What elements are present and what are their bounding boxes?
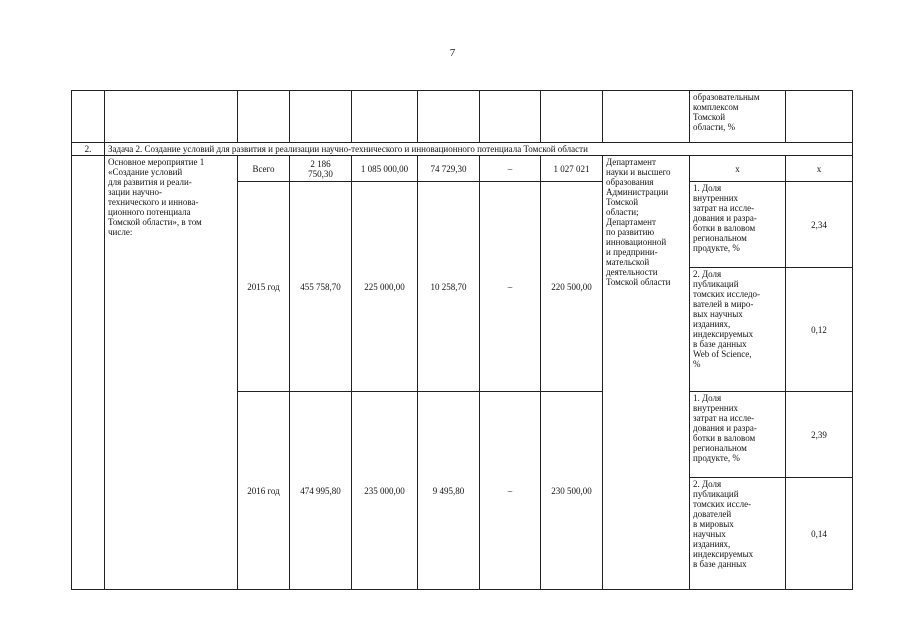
year-2016-value-1: 2,39 bbox=[786, 392, 853, 478]
total-indicator: х bbox=[690, 156, 786, 182]
cell-indicator: образовательным комплексом Томской области, % bbox=[690, 91, 786, 143]
total-label: Всего bbox=[238, 156, 290, 182]
task-row bbox=[72, 143, 853, 156]
year-2015-indicator-1: 1. Доля внутренних затрат на иссле- дования и разра- ботки в валовом региональном продукте, % bbox=[690, 182, 786, 268]
cell-federal bbox=[352, 91, 418, 143]
total-other: 1 027 021 bbox=[541, 156, 603, 182]
main-event-executor: Департамент науки и высшего образования Администрации Томской области; Департамент по развитию инновационной и предприни- мательской деятельности Томской области bbox=[603, 156, 690, 590]
year-2015-local: – bbox=[480, 182, 541, 392]
total-federal: 1 085 000,00 bbox=[352, 156, 418, 182]
cell-sum bbox=[290, 91, 352, 143]
cell-num-empty bbox=[72, 156, 105, 590]
year-2015-value-2: 0,12 bbox=[786, 268, 853, 392]
year-2015-federal: 225 000,00 bbox=[352, 182, 418, 392]
year-2016-value-2: 0,14 bbox=[786, 478, 853, 590]
cell-value bbox=[786, 91, 853, 143]
year-2016-regional: 9 495,80 bbox=[418, 392, 480, 590]
cell-executor bbox=[603, 91, 690, 143]
year-2016-federal: 235 000,00 bbox=[352, 392, 418, 590]
total-local: – bbox=[480, 156, 541, 182]
program-table bbox=[71, 90, 853, 590]
year-2016-indicator-2: 2. Доля публикаций томских иссле- дователей в мировых научных изданиях, индексируемых в базе данных bbox=[690, 478, 786, 590]
continuation-row bbox=[72, 91, 853, 143]
task-number: 2. bbox=[72, 143, 105, 156]
cell-year bbox=[238, 91, 290, 143]
cell-local bbox=[480, 91, 541, 143]
task-title: Задача 2. Создание условий для развития и реализации научно-технического и инновационного потенциала Томской области bbox=[105, 143, 853, 156]
year-2016-label: 2016 год bbox=[238, 392, 290, 590]
total-sum: 2 186 750,30 bbox=[290, 156, 352, 182]
page-number: 7 bbox=[449, 47, 456, 59]
cell-regional bbox=[418, 91, 480, 143]
year-2016-other: 230 500,00 bbox=[541, 392, 603, 590]
year-2016-indicator-1: 1. Доля внутренних затрат на иссле- дования и разра- ботки в валовом региональном продукте, % bbox=[690, 392, 786, 478]
total-row bbox=[72, 156, 853, 182]
cell-num bbox=[72, 91, 105, 143]
cell-name bbox=[105, 91, 238, 143]
total-regional: 74 729,30 bbox=[418, 156, 480, 182]
year-2015-regional: 10 258,70 bbox=[418, 182, 480, 392]
year-2015-other: 220 500,00 bbox=[541, 182, 603, 392]
year-2015-value-1: 2,34 bbox=[786, 182, 853, 268]
year-2015-indicator-2: 2. Доля публикаций томских исследо- вателей в миро- вых научных изданиях, индексируемых в базе данных Web of Science, % bbox=[690, 268, 786, 392]
year-2016-local: – bbox=[480, 392, 541, 590]
year-2015-label: 2015 год bbox=[238, 182, 290, 392]
year-2015-sum: 455 758,70 bbox=[290, 182, 352, 392]
total-value: х bbox=[786, 156, 853, 182]
cell-other bbox=[541, 91, 603, 143]
year-2016-sum: 474 995,80 bbox=[290, 392, 352, 590]
main-event-name: Основное мероприятие 1 «Создание условий для развития и реали- зации научно- технического и иннова- ционного потенциала Томской области», в том числе: bbox=[105, 156, 238, 590]
